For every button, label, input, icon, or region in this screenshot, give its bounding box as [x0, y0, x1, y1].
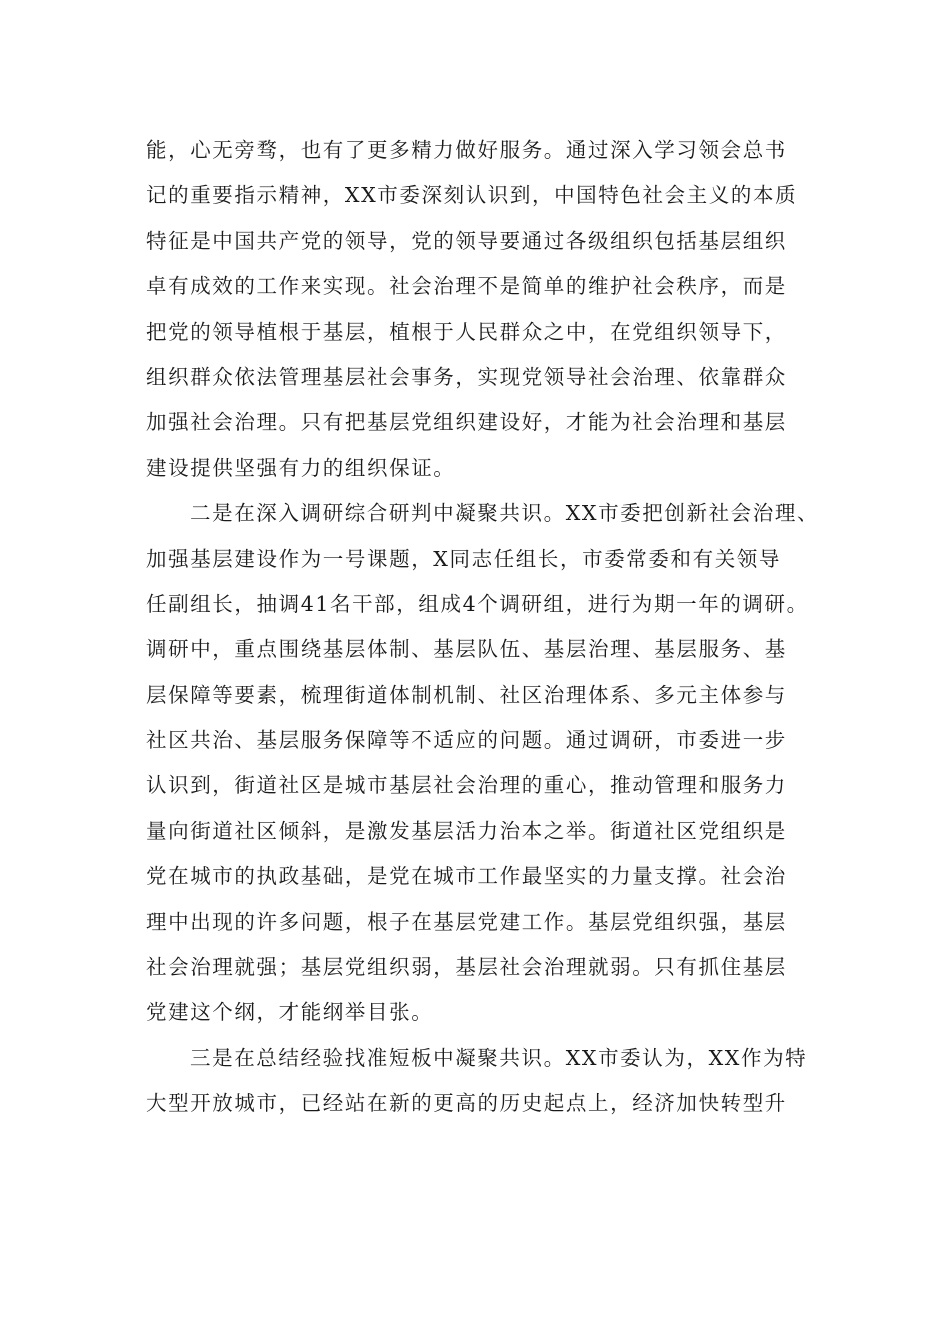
paragraph-start-line: 二是在深入调研综合研判中凝聚共识。XX市委把创新社会治理、 [190, 501, 820, 526]
text-line: 党在城市的执政基础，是党在城市工作最坚实的力量支撑。社会治 [146, 864, 787, 889]
text-line: 组织群众依法管理基层社会事务，实现党领导社会治理、依靠群众 [146, 364, 787, 389]
text-line: 理中出现的许多问题，根子在基层党建工作。基层党组织强，基层 [146, 909, 787, 934]
text-line: 任副组长，抽调41名干部，组成4个调研组，进行为期一年的调研。 [146, 591, 809, 616]
text-line: 能，心无旁骛，也有了更多精力做好服务。通过深入学习领会总书 [146, 138, 787, 162]
text-line: 认识到，街道社区是城市基层社会治理的重心，推动管理和服务力 [146, 773, 787, 798]
text-line: 调研中，重点围绕基层体制、基层队伍、基层治理、基层服务、基 [146, 637, 787, 662]
text-line: 大型开放城市，已经站在新的更高的历史起点上，经济加快转型升 [146, 1091, 787, 1116]
text-line: 把党的领导植根于基层，植根于人民群众之中，在党组织领导下， [146, 319, 787, 344]
text-line: 社区共治、基层服务保障等不适应的问题。通过调研，市委进一步 [146, 728, 787, 753]
text-line: 加强基层建设作为一号课题，X同志任组长，市委常委和有关领导 [146, 546, 781, 571]
text-line: 党建这个纲，才能纲举目张。 [146, 1000, 434, 1025]
text-line: 社会治理就强；基层党组织弱，基层社会治理就弱。只有抓住基层 [146, 955, 787, 980]
text-line: 特征是中国共产党的领导，党的领导要通过各级组织包括基层组织 [146, 228, 787, 253]
text-line: 建设提供坚强有力的组织保证。 [146, 455, 456, 480]
text-line: 层保障等要素，梳理街道体制机制、社区治理体系、多元主体参与 [146, 682, 787, 707]
document-body [146, 128, 846, 1127]
text-line: 加强社会治理。只有把基层党组织建设好，才能为社会治理和基层 [146, 410, 787, 435]
text-line: 量向街道社区倾斜，是激发基层活力治本之举。街道社区党组织是 [146, 818, 787, 843]
text-line: 记的重要指示精神，XX市委深刻认识到，中国特色社会主义的本质 [146, 183, 798, 208]
paragraph-start-line: 三是在总结经验找准短板中凝聚共识。XX市委认为，XX作为特 [190, 1045, 808, 1070]
text-line: 卓有成效的工作来实现。社会治理不是简单的维护社会秩序，而是 [146, 274, 787, 299]
